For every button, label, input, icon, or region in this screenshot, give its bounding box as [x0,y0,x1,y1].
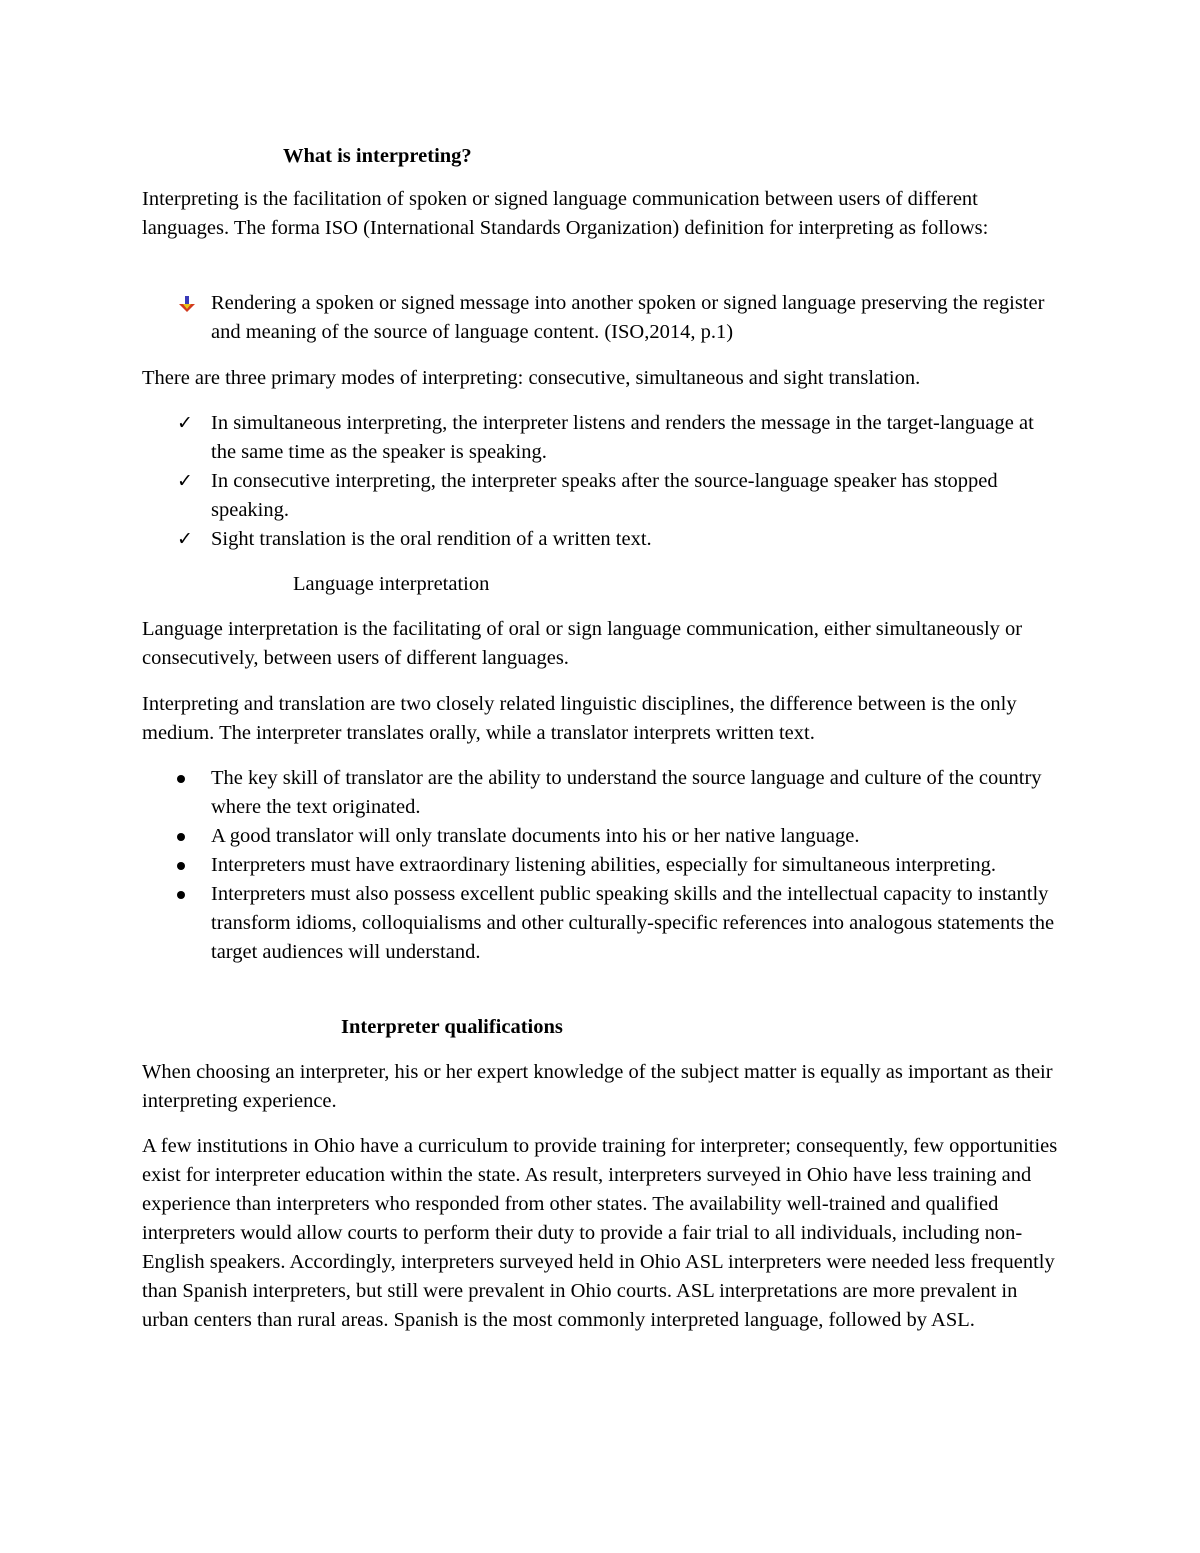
list-item [142,409,1062,467]
heading-language-interpretation: Language interpretation [293,573,490,595]
bullet-dot-icon [177,833,185,841]
list-item [142,822,1062,851]
list-item [142,880,1062,967]
bullet-dot-icon [177,891,185,899]
arrow-list [142,289,1062,347]
check-item-text: In consecutive interpreting, the interpreter speaks after the source-language speaker has stopped speaking. [211,470,998,521]
check-list [142,409,1062,554]
check-item-text: In simultaneous interpreting, the interpreter listens and renders the message in the target-language at the same time as the speaker is speaking. [211,412,1034,463]
arrow-item-text: Rendering a spoken or signed message into another spoken or signed language preserving the register and meaning of the source of language content. (ISO,2014, p.1) [211,292,1045,343]
bullet-item-text: Interpreters must have extraordinary listening abilities, especially for simultaneous interpreting. [211,854,997,876]
list-item [142,851,1062,880]
down-arrow-icon [175,289,199,318]
paragraph-ohio-institutions: A few institutions in Ohio have a curriculum to provide training for interpreter; consequently, few opportunities exist for interpreter education within the state. As result, interpreters surveyed in Ohio have less training and experience than interpreters who responded from other states. The availability well-trained and qualified interpreters would allow courts to perform their duty to provide a fair trial to all individuals, including non-English speakers. Accordingly, interpreters surveyed held in Ohio ASL interpreters were needed less frequently than Spanish interpreters, but still were prevalent in Ohio courts. ASL interpretations are more prevalent in urban centers than rural areas. Spanish is the most commonly interpreted language, followed by ASL. [142,1135,1058,1331]
bullet-item-text: Interpreters must also possess excellent public speaking skills and the intellectual capacity to instantly transform idioms, colloquialisms and other culturally-specific references into analogous statements the target audiences will understand. [211,883,1055,963]
heading-interpreter-qualifications: Interpreter qualifications [341,1016,563,1038]
bullet-dot-icon [177,862,185,870]
bullet-dot-icon [177,775,185,783]
bullet-item-text: The key skill of translator are the ability to understand the source language and culture of the country where the text originated. [211,767,1042,818]
paragraph-choosing-interpreter: When choosing an interpreter, his or her expert knowledge of the subject matter is equally as important as their interpreting experience. [142,1061,1053,1112]
check-icon: ✓ [177,412,193,434]
list-item [142,764,1062,822]
paragraph-interpreting-definition: Interpreting is the facilitation of spoken or signed language communication between users of different languages. The forma ISO (International Standards Organization) definition for interpreting as follows: [142,188,989,239]
check-icon: ✓ [177,470,193,492]
bullet-list [142,764,1062,967]
check-item-text: Sight translation is the oral rendition of a written text. [211,528,652,550]
heading-what-is-interpreting: What is interpreting? [283,145,472,167]
paragraph-three-modes: There are three primary modes of interpreting: consecutive, simultaneous and sight translation. [142,367,921,389]
paragraph-interpreting-vs-translation: Interpreting and translation are two closely related linguistic disciplines, the difference between is the only medium. The interpreter translates orally, while a translator interprets written text. [142,693,1017,744]
list-item [142,467,1062,525]
list-item [142,289,1062,347]
paragraph-language-interpretation: Language interpretation is the facilitating of oral or sign language communication, either simultaneously or consecutively, between users of different languages. [142,618,1023,669]
bullet-item-text: A good translator will only translate documents into his or her native language. [211,825,860,847]
check-icon: ✓ [177,528,193,550]
list-item [142,525,1062,554]
